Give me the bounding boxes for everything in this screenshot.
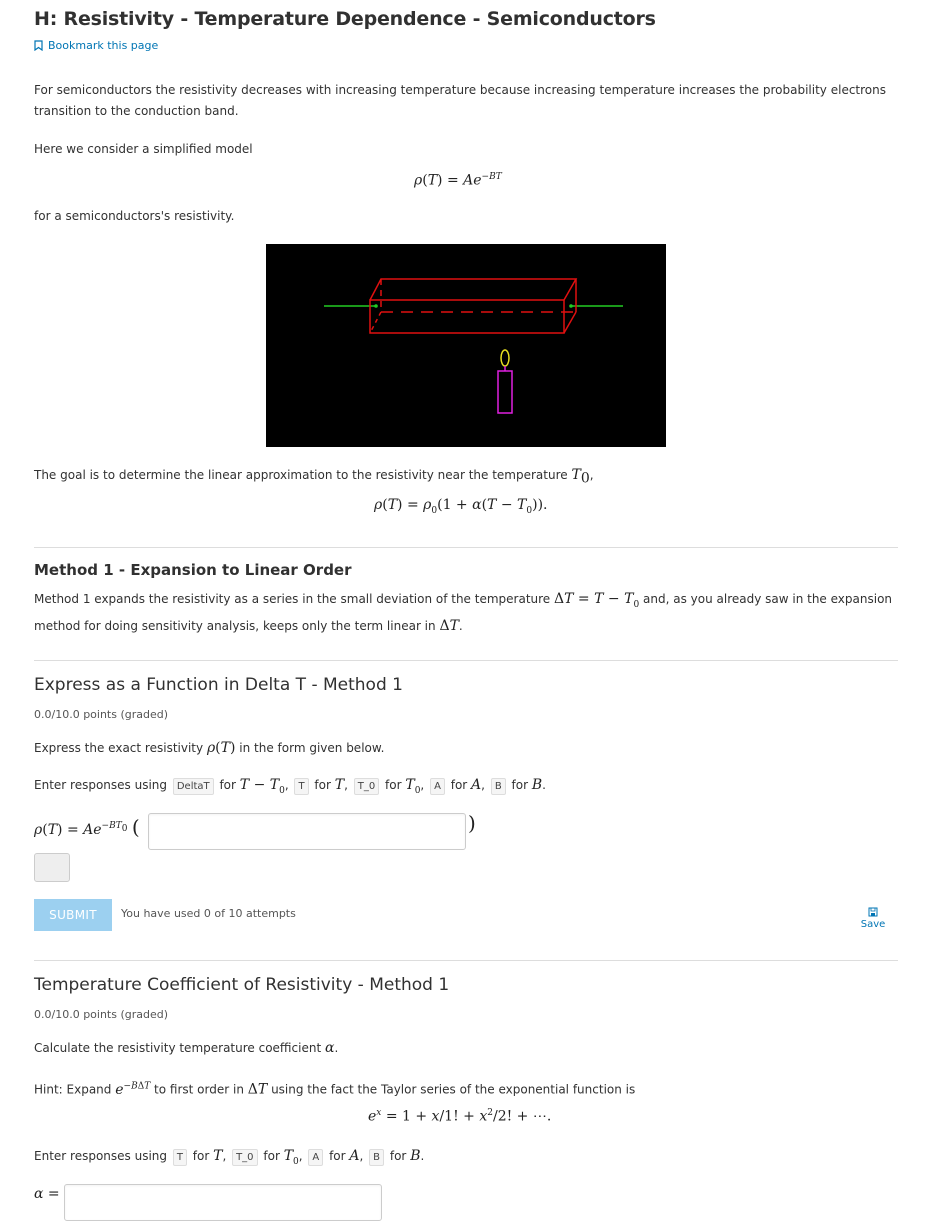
closing-paren: ): [468, 811, 476, 835]
code-a: A: [430, 778, 445, 795]
model-equation: $\rho(T) = Ae^{-BT}$: [414, 172, 502, 189]
problem2-answer-input[interactable]: [64, 1184, 382, 1221]
problem2-hint-a: Hint: Expand: [34, 1082, 112, 1097]
code-t: T: [294, 778, 308, 795]
formula-preview: [34, 853, 70, 882]
problem1-points: 0.0/10.0 points (graded): [34, 708, 169, 721]
intro-paragraph-1: For semiconductors the resistivity decreases with increasing temperature because increasing temperature increases the probability electrons transition to the conduction band.: [34, 83, 886, 118]
page-title: H: Resistivity - Temperature Dependence - Semiconductors: [34, 8, 656, 30]
code-deltat: DeltaT: [173, 778, 214, 795]
resistor-heating-figure: [266, 244, 666, 447]
problem1-prompt: Express the exact resistivity ρ(T) in the form given below.: [34, 740, 385, 756]
submit-button[interactable]: SUBMIT: [34, 899, 112, 931]
problem1-prompt-text: Express the exact resistivity: [34, 741, 204, 755]
method1-text-c: method for doing sensitivity analysis, keeps only the term linear in: [34, 618, 436, 633]
problem1-title: Express as a Function in Delta T - Method 1: [34, 675, 403, 695]
problem2-points: 0.0/10.0 points (graded): [34, 1008, 169, 1021]
problem1-answer-input[interactable]: [148, 813, 466, 850]
problem2-enter-label: Enter responses using: [34, 1149, 168, 1163]
code-t0: T_0: [232, 1149, 257, 1166]
problem2-prompt: Calculate the resistivity temperature coefficient α.: [34, 1040, 339, 1056]
method1-text-a: Method 1 expands the resistivity as a series in the small deviation of the temperature: [34, 592, 551, 606]
problem2-enter-instructions: Enter responses using T for T, T_0 for $T_0$, A for A, B for B.: [34, 1148, 425, 1167]
problem1-answer-prefix: $\rho(T) = Ae^{-BT_0}$ (: [34, 815, 140, 839]
bookmark-icon: [34, 40, 43, 51]
save-label: Save: [860, 919, 886, 930]
code-b: B: [369, 1149, 384, 1166]
code-b: B: [491, 778, 506, 795]
code-a: A: [308, 1149, 323, 1166]
divider: [34, 960, 898, 961]
attempts-text: You have used 0 of 10 attempts: [121, 907, 296, 920]
code-t0: T_0: [354, 778, 379, 795]
taylor-series-equation: $e^x = 1 + x/1$! + $x^2/2$! + ⋯.: [368, 1108, 552, 1125]
code-t: T: [173, 1149, 187, 1166]
method1-heading: Method 1 - Expansion to Linear Order: [34, 561, 352, 579]
problem1-enter-label: Enter responses using: [34, 778, 168, 792]
problem2-hint-c: using the fact the Taylor series of the exponential function is: [271, 1082, 636, 1097]
problem2-hint-b: to first order in: [154, 1082, 244, 1097]
divider: [34, 660, 898, 661]
bookmark-link[interactable]: [34, 39, 158, 52]
linear-approx-equation: $\rho(T) = \rho_0(1 + \alpha(T - T_0))$.: [374, 497, 548, 516]
method1-text-b: and, as you already saw in the expansion: [643, 592, 893, 606]
save-button[interactable]: [858, 907, 888, 930]
method1-paragraph: Method 1 expands the resistivity as a series in the small deviation of the temperature $\Delta T = T - T_0$ and, as you already saw in the expansion method for doing sensitivity analysis, keeps only the term linear in ΔT.: [34, 591, 893, 634]
alpha-label: α =: [34, 1186, 60, 1202]
intro-paragraph-3: for a semiconductors's resistivity.: [34, 209, 235, 223]
problem1-enter-instructions: Enter responses using DeltaT for $T - T_0$, T for T, T_0 for $T_0$, A for A, B for B.: [34, 777, 546, 796]
divider: [34, 547, 898, 548]
problem2-hint: Hint: Expand $e^{-B\Delta T}$ to first order in ΔT using the fact the Taylor series of the exponential function is: [34, 1081, 636, 1098]
goal-text: The goal is to determine the linear approximation to the resistivity near the temperature: [34, 468, 568, 482]
problem2-title: Temperature Coefficient of Resistivity - Method 1: [34, 975, 450, 995]
problem2-prompt-text: Calculate the resistivity temperature coefficient: [34, 1041, 322, 1055]
save-icon: [868, 907, 878, 917]
problem1-prompt-tail: in the form given below.: [239, 741, 385, 755]
bookmark-label: Bookmark this page: [48, 39, 159, 52]
goal-paragraph: The goal is to determine the linear approximation to the resistivity near the temperature $T_0$,: [34, 467, 594, 487]
intro-paragraph-2: Here we consider a simplified model: [34, 142, 253, 156]
